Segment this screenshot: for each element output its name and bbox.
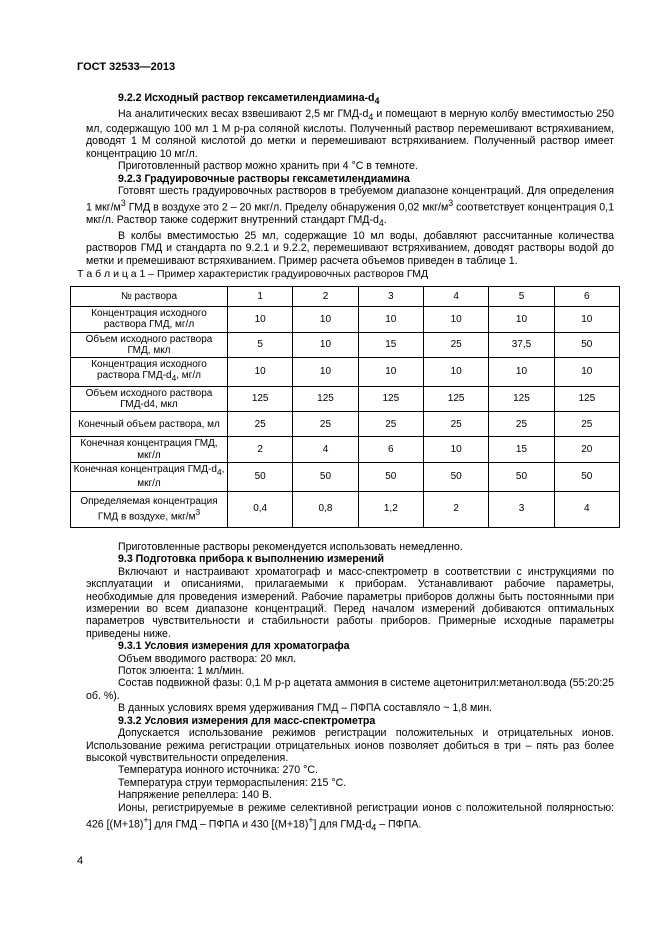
list-item: Состав подвижной фазы: 0,1 М р-р ацетата аммония в системе ацетонитрил:метанол:вода (55:20:25 об. %). [86,677,614,702]
table-cell: 15 [358,332,423,358]
table-cell: 10 [423,307,488,333]
table-cell: 10 [228,307,293,333]
page-number: 4 [77,855,84,867]
section-title: 9.3.1 Условия измерения для хроматографа [118,640,350,653]
section-title: 9.3.2 Условия измерения для масс-спектрометра [118,714,376,727]
list-item: Напряжение репеллера: 140 В. [118,789,272,802]
table-cell: 25 [423,412,488,437]
table-cell: 125 [358,386,423,412]
table-cell: 20 [554,437,619,463]
table-cell: 10 [489,307,554,333]
table-header-row [71,287,620,307]
list-item: В данных условиях время удерживания ГМД – ПФПА составляло ~ 1,8 мин. [118,702,492,715]
table-row [71,437,620,463]
table-cell: 0,8 [293,491,358,527]
calibration-table [70,286,620,528]
table-cell: 50 [293,462,358,491]
table-row [71,491,620,527]
table-cell: 2 [228,437,293,463]
table-cell: 125 [423,386,488,412]
header-label: № раствора [71,287,228,307]
paragraph: Приготовленный раствор можно хранить при 4 °С в темноте. [118,160,418,173]
table-cell: 1,2 [358,491,423,527]
table-row [71,386,620,412]
table-row [71,307,620,333]
table-cell: 10 [554,307,619,333]
table-cell: 125 [228,386,293,412]
standard-header: ГОСТ 32533—2013 [77,61,176,73]
column-header: 4 [423,287,488,307]
paragraph: Включают и настраивают хроматограф и масс-спектрометр в соответствии с инструкциями по эксплуатации и описаниями, прилагаемыми к приборам. Устанавливают рабочие параметры, необходимые для проведения измерений. Рабочие параметры приборов должны быть постоянными при измерении во всем диапазоне концентраций. Перед началом измерений добиваются оптимальных параметров чувствительности и стабильности работы приборов. Примерные исходные параметры приведены ниже. [86,565,614,640]
table-cell: 50 [228,462,293,491]
table-row [71,462,620,491]
table-cell: 10 [554,358,619,387]
table-cell: 2 [423,491,488,527]
column-header: 5 [489,287,554,307]
list-item: Поток элюента: 1 мл/мин. [118,665,245,678]
table-cell: 25 [228,412,293,437]
table-cell: 10 [423,437,488,463]
section-title: 9.3 Подготовка прибора к выполнению измерений [118,553,385,566]
paragraph: На аналитических весах взвешивают 2,5 мг ГМД-$d_4$ и помещают в мерную колбу вместимостью 250 мл, содержащую 100 мл 1 М р-ра соляной кислоты. Полученный раствор перемешивают встряхиванием, доводят 1 М соляной кислотой до метки и перемешивают встряхиванием. Полученный раствор имеет концентрацию 10 мг/л. [86,107,614,160]
table-row [71,412,620,437]
table-cell: 10 [358,358,423,387]
table-cell: 6 [358,437,423,463]
table-cell: 3 [489,491,554,527]
table-cell: 50 [554,462,619,491]
table-cell: 0,4 [228,491,293,527]
list-item: Температура струи термораспыления: 215 °С. [118,776,347,789]
section-title: 9.2.2 Исходный раствор гексаметилендиамина-$d_4$ [118,92,380,107]
table-cell: 4 [293,437,358,463]
row-label: Конечная концентрация ГМД, мкг/л [71,437,228,463]
table-cell: 25 [554,412,619,437]
column-header: 6 [554,287,619,307]
paragraph: Ионы, регистрируемые в режиме селективной регистрации ионов с положительной полярностью: 426 [(M+18)+] для ГМД – ПФПА и 430 [(M+18)+] для ГМД-$d_4$ – ПФПА. [86,801,614,833]
table-cell: 10 [358,307,423,333]
section-9-3 [86,541,614,834]
table-cell: 125 [293,386,358,412]
row-label: Объем исходного раствора ГМД-d4, мкл [71,386,228,412]
row-label: Конечный объем раствора, мл [71,412,228,437]
table-cell: 10 [489,358,554,387]
table-cell: 10 [228,358,293,387]
paragraph: Готовят шесть градуировочных растворов в требуемом диапазоне концентраций. Для определения 1 мкг/$м^3$ ГМД в воздухе это 2 – 20 мкг/л. Пределу обнаружения 0,02 мкг/$м^3$ соответствует концентрация 0,1 мкг/л. Раствор также содержит внутренний стандарт ГМД-$d_4$. [86,185,614,229]
table-cell: 4 [554,491,619,527]
table-cell: 25 [358,412,423,437]
row-label: Концентрация исходного раствора ГМД, мг/л [71,307,228,333]
table-cell: 10 [423,358,488,387]
row-label: Определяемая концентрация ГМД в воздухе, мкг/$м^3$ [71,491,228,527]
paragraph: Допускается использование режимов регистрации положительных и отрицательных ионов. Использование режима регистрации отрицательных ионов позволяет добиться в три – пять раз более высокой чувствительности определения. [86,727,614,764]
list-item: Температура ионного источника: 270 °С. [118,764,318,777]
table-cell: 125 [554,386,619,412]
section-title: 9.2.3 Градуировочные растворы гексаметилендиамина [118,172,410,185]
table-cell: 5 [228,332,293,358]
column-header: 1 [228,287,293,307]
table-cell: 10 [293,332,358,358]
table-cell: 25 [423,332,488,358]
table-caption: Т а б л и ц а 1 – Пример характеристик градуировочных растворов ГМД [77,268,429,280]
table-cell: 50 [423,462,488,491]
table-cell: 50 [489,462,554,491]
paragraph: В колбы вместимостью 25 мл, содержащие 10 мл воды, добавляют рассчитанные количества растворов ГМД и стандарта по 9.2.1 и 9.2.2, перемешивают встряхиванием, доводят растворы водой до метки и премешивают встряхиванием. Пример расчета объемов приведен в таблице 1. [86,229,614,267]
table-row [71,332,620,358]
table-cell: 37,5 [489,332,554,358]
table-cell: 10 [293,358,358,387]
table-cell: 125 [489,386,554,412]
column-header: 2 [293,287,358,307]
column-header: 3 [358,287,423,307]
table-cell: 50 [358,462,423,491]
section-9-2-2 [86,92,614,267]
table-cell: 10 [293,307,358,333]
row-label: Объем исходного раствора ГМД, мкл [71,332,228,358]
paragraph: Приготовленные растворы рекомендуется использовать немедленно. [118,541,463,553]
row-label: Конечная концентрация ГМД-$d_4$, мкг/л [71,462,228,491]
table-cell: 25 [489,412,554,437]
list-item: Объем вводимого раствора: 20 мкл. [118,652,297,665]
table-cell: 50 [554,332,619,358]
table-cell: 15 [489,437,554,463]
table-cell: 25 [293,412,358,437]
row-label: Концентрация исходного раствора ГМД-$d_4$, мг/л [71,358,228,387]
table-row [71,358,620,387]
